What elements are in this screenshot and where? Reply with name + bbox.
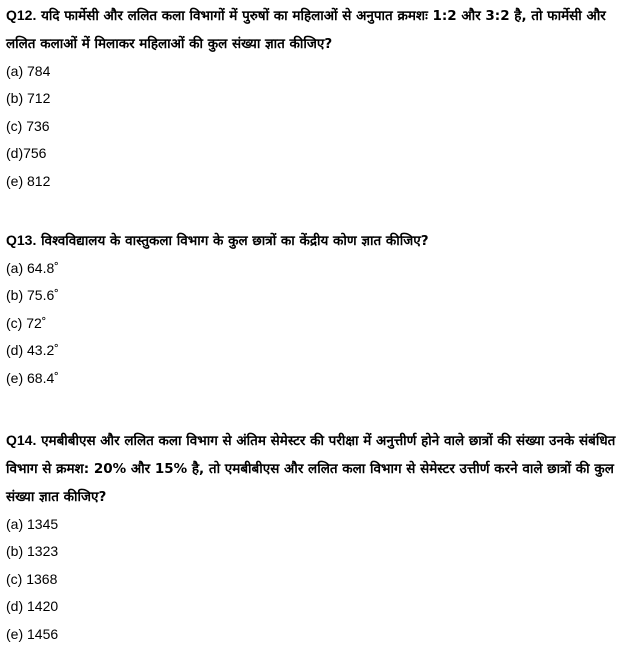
option-e: (e) 812 (6, 172, 51, 189)
option-d: (d)756 (6, 145, 47, 162)
option-d: (d) 1420 (6, 598, 59, 615)
question-number: Q13. (6, 232, 37, 248)
option-b: (b) 75.6˚ (6, 287, 59, 304)
option-b: (b) 712 (6, 90, 51, 107)
option-a: (a) 784 (6, 63, 51, 79)
option-b: (b) 1323 (6, 543, 59, 560)
options-list (6, 511, 634, 648)
option-c: (c) 72˚ (6, 314, 47, 331)
question-text (6, 1, 634, 58)
options-list (6, 58, 634, 195)
option-a: (a) 64.8˚ (6, 260, 59, 276)
question-12 (6, 1, 634, 195)
question-13 (6, 226, 634, 392)
question-body: यदि फार्मेसी और ललित कला विभागों में पुरुषों का महिलाओं से अनुपात क्रमशः 1:2 और 3:2 है, तो फार्मेसी और ललित कलाओं में मिलाकर महिलाओं की कुल संख्या ज्ञात कीजिए? (6, 8, 606, 52)
options-list (6, 255, 634, 392)
option-d: (d) 43.2˚ (6, 342, 59, 359)
question-number: Q12. (6, 7, 37, 23)
option-c: (c) 736 (6, 117, 50, 134)
question-number: Q14. (6, 432, 37, 448)
question-body: विश्वविद्यालय के वास्तुकला विभाग के कुल छात्रों का केंद्रीय कोण ज्ञात कीजिए? (41, 233, 429, 249)
option-e: (e) 68.4˚ (6, 369, 59, 386)
option-a: (a) 1345 (6, 516, 59, 532)
question-body: एमबीबीएस और ललित कला विभाग से अंतिम सेमेस्टर की परीक्षा में अनुत्तीर्ण होने वाले छात्रों की संख्या उनके संबंधित विभाग से क्रमश: 20% और 15% है, तो एमबीबीएस और ललित कला विभाग से सेमेस्टर उत्तीर्ण करने वाले छात्रों की कुल संख्या ज्ञात कीजिए? (6, 433, 616, 505)
option-e: (e) 1456 (6, 625, 59, 642)
question-14 (6, 426, 634, 648)
question-text (6, 426, 634, 511)
question-text (6, 226, 634, 255)
option-c: (c) 1368 (6, 570, 58, 587)
